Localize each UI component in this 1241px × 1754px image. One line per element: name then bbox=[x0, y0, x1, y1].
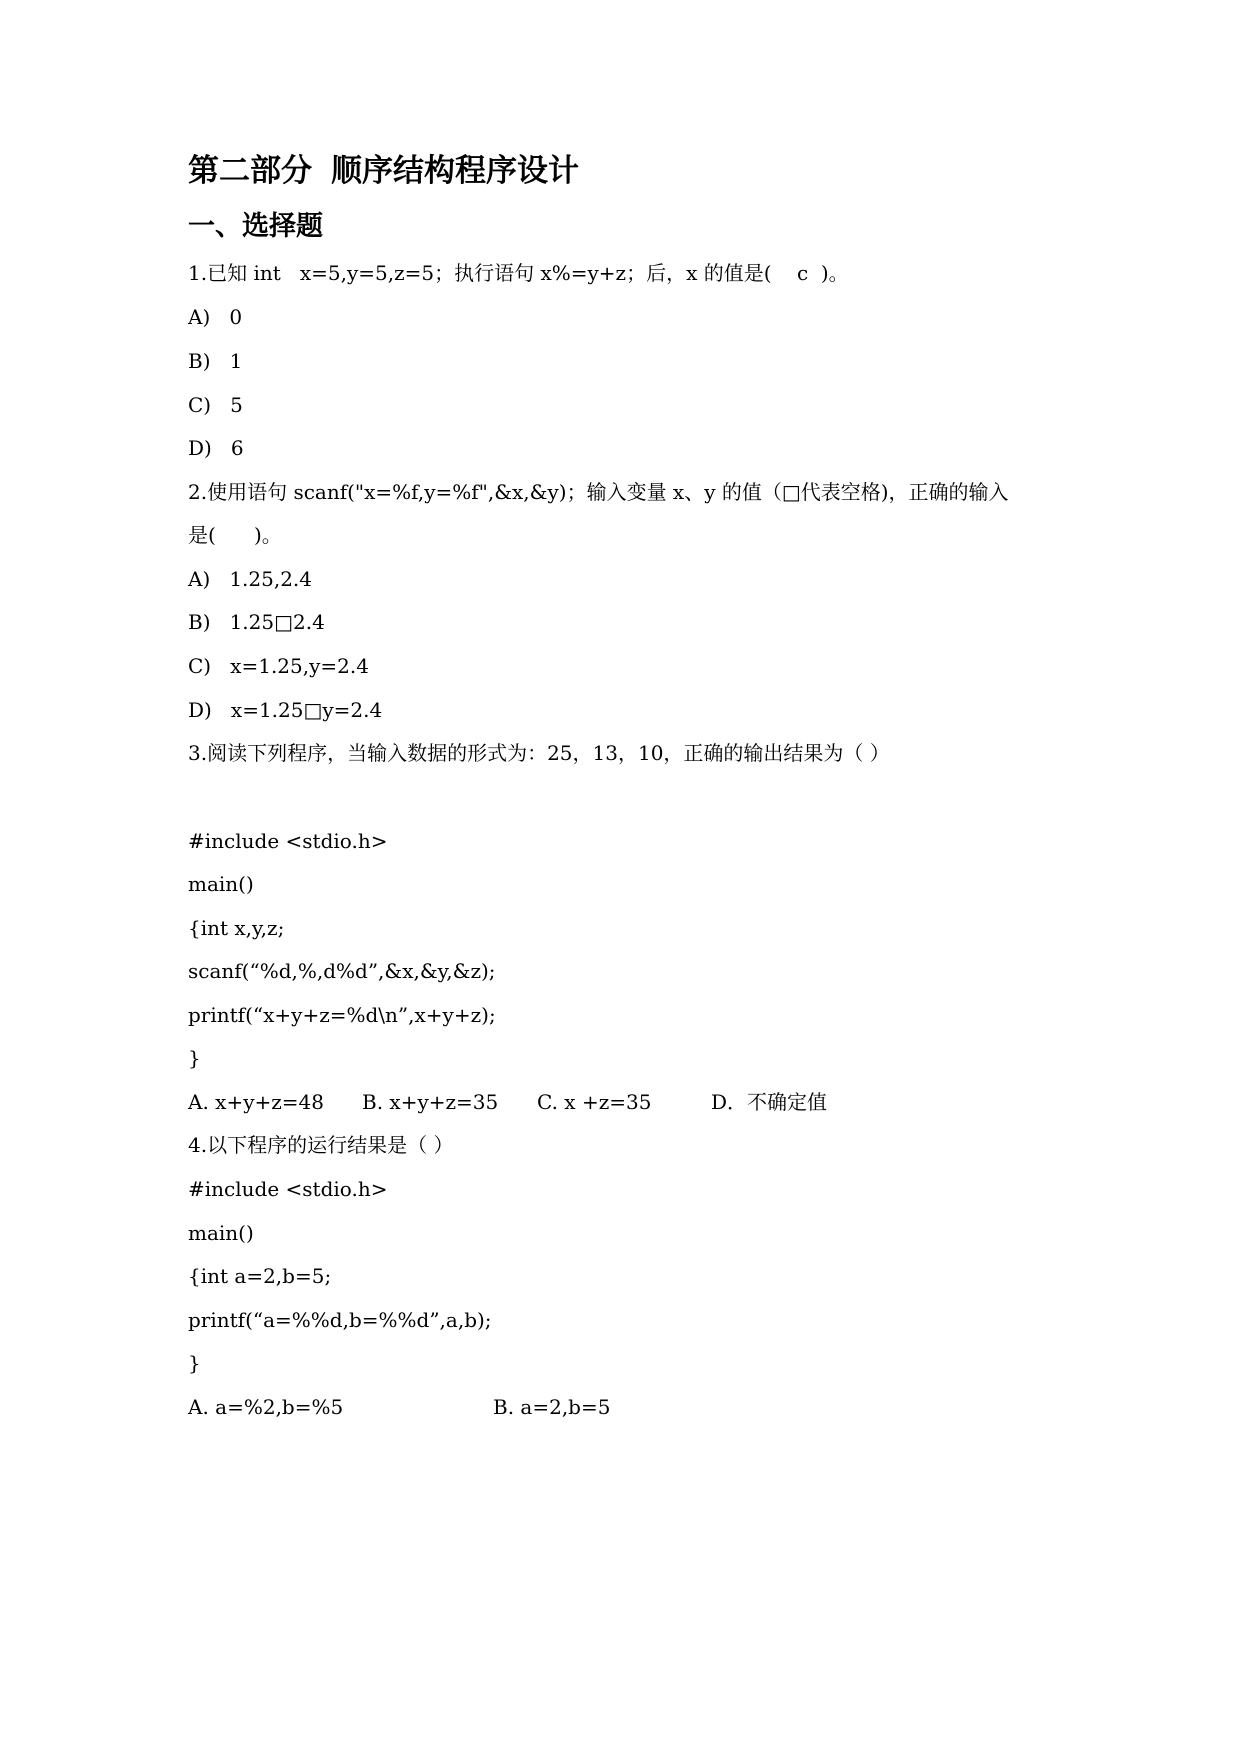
question-3-option-c: C. x +z=35 bbox=[537, 1090, 652, 1114]
part-title: 顺序结构程序设计 bbox=[331, 153, 579, 189]
question-2-stem-line-2: 是( )。 bbox=[188, 523, 282, 547]
question-3-option-b: B. x+y+z=35 bbox=[362, 1090, 499, 1114]
question-3-code-line: scanf(“%d,%,d%d”,&x,&y,&z); bbox=[188, 959, 496, 983]
question-1-option-c: C) 5 bbox=[188, 393, 243, 417]
question-3-stem: 3.阅读下列程序，当输入数据的形式为：25，13，10，正确的输出结果为（ ） bbox=[188, 741, 890, 765]
question-4-code-line: {int a=2,b=5; bbox=[188, 1264, 332, 1288]
question-1-stem: 1.已知 int x=5,y=5,z=5；执行语句 x%=y+z；后，x 的值是( c )。 bbox=[188, 261, 849, 285]
question-3-option-a: A. x+y+z=48 bbox=[188, 1090, 324, 1114]
question-3-code-line: } bbox=[188, 1046, 201, 1070]
question-4-code-line: #include <stdio.h> bbox=[188, 1177, 388, 1201]
question-2-option-b: B) 1.25□2.4 bbox=[188, 610, 325, 634]
question-4-stem: 4.以下程序的运行结果是（ ） bbox=[188, 1133, 454, 1157]
question-3-code-line: printf(“x+y+z=%d\n”,x+y+z); bbox=[188, 1003, 496, 1027]
question-4-code-line: printf(“a=%%d,b=%%d”,a,b); bbox=[188, 1308, 492, 1332]
question-2-option-a: A) 1.25,2.4 bbox=[188, 567, 313, 591]
question-2-stem-line-1: 2.使用语句 scanf("x=%f,y=%f",&x,&y)；输入变量 x、y 的值（□代表空格)，正确的输入 bbox=[188, 480, 1009, 504]
question-4-option-a: A. a=%2,b=%5 bbox=[188, 1395, 344, 1419]
question-4-code-line: } bbox=[188, 1351, 201, 1375]
question-4-option-b: B. a=2,b=5 bbox=[493, 1395, 611, 1419]
question-1-option-b: B) 1 bbox=[188, 349, 243, 373]
section-title: 一、选择题 bbox=[188, 211, 323, 242]
question-4-code-line: main() bbox=[188, 1221, 254, 1245]
part-label: 第二部分 bbox=[188, 153, 312, 189]
question-3-code-line: #include <stdio.h> bbox=[188, 829, 388, 853]
question-3-code-line: main() bbox=[188, 872, 254, 896]
question-1-option-d: D) 6 bbox=[188, 436, 244, 460]
question-1-option-a: A) 0 bbox=[188, 305, 243, 329]
question-2-option-c: C) x=1.25,y=2.4 bbox=[188, 654, 369, 678]
question-3-code-line: {int x,y,z; bbox=[188, 916, 285, 940]
question-3-option-d: D．不确定值 bbox=[711, 1090, 828, 1114]
question-2-option-d: D) x=1.25□y=2.4 bbox=[188, 698, 383, 722]
